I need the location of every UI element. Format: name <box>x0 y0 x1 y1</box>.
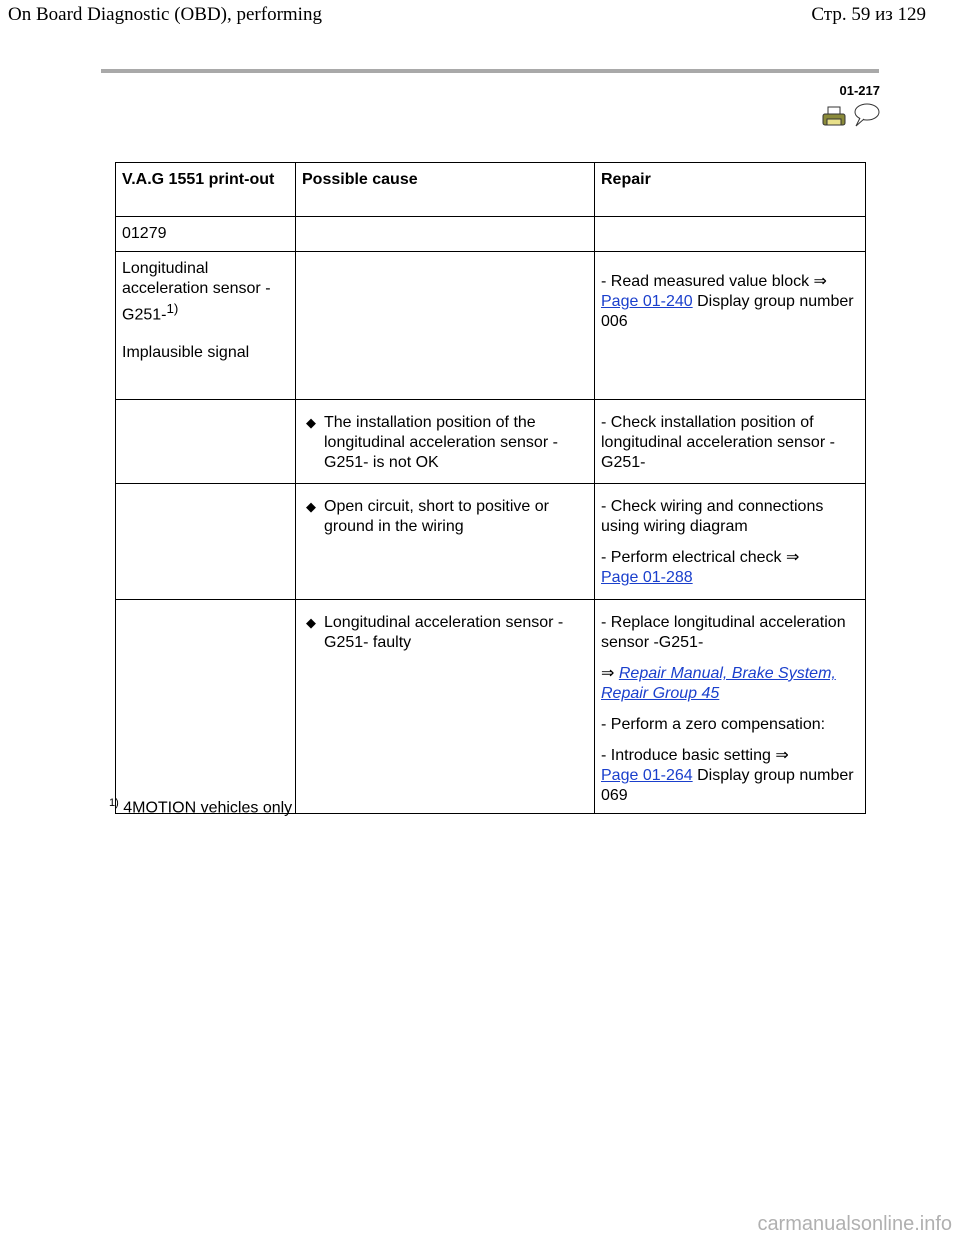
table-row <box>116 252 866 400</box>
fault-note: Implausible signal <box>122 344 250 362</box>
diamond-bullet-icon: ◆ <box>306 415 316 430</box>
table-header-row <box>116 163 866 217</box>
cause-cell: ◆ Open circuit, short to positive or ground in the wiring <box>296 484 595 600</box>
page-number: 01-217 <box>839 83 880 98</box>
footnote-ref: 1) <box>166 301 179 316</box>
fault-description <box>116 252 296 400</box>
footnote: $^{1)}$ 4MOTION vehicles only <box>109 797 293 817</box>
repair-cell: - Check installation position of longitudinal acceleration sensor -G251- <box>595 400 866 484</box>
page-link[interactable]: Page 01-264 <box>601 767 693 784</box>
watermark: carmanualsonline.info <box>757 1213 952 1235</box>
page-link[interactable]: Page 01-240 <box>601 293 693 310</box>
diamond-bullet-icon: ◆ <box>306 499 316 514</box>
table-row <box>116 600 866 814</box>
table-row <box>116 484 866 600</box>
page-counter: Стр. 59 из 129 <box>811 4 926 25</box>
diagnostic-table <box>115 162 866 814</box>
column-header-repair: Repair <box>595 163 866 217</box>
repair-manual-link[interactable]: Repair Manual, Brake System, Repair Group 45 <box>601 665 836 702</box>
cause-cell: ◆ Longitudinal acceleration sensor -G251- faulty <box>296 600 595 814</box>
column-header-cause: Possible cause <box>296 163 595 217</box>
repair-cell: - Replace longitudinal acceleration sensor -G251- ⇒ Repair Manual, Brake System, Repair Group 45 - Perform a zero compensation: - Introduce basic setting ⇒ Page 01-264 Display group number 069 <box>595 600 866 814</box>
printer-icon[interactable] <box>822 106 846 133</box>
document-title: On Board Diagnostic (OBD), performing <box>8 4 322 25</box>
diamond-bullet-icon: ◆ <box>306 615 316 630</box>
table-row <box>116 400 866 484</box>
table-row <box>116 217 866 252</box>
column-header-printout: V.A.G 1551 print-out <box>116 163 296 217</box>
cause-cell: ◆ The installation position of the longitudinal acceleration sensor -G251- is not OK <box>296 400 595 484</box>
repair-cell: - Read measured value block ⇒ Page 01-240 Display group number 006 <box>595 252 866 400</box>
repair-cell: - Check wiring and connections using wiring diagram - Perform electrical check ⇒ Page 01-288 <box>595 484 866 600</box>
fault-name: Longitudinal acceleration sensor - G251- <box>122 260 271 324</box>
header-rule <box>101 69 879 73</box>
fault-code: 01279 <box>116 217 296 252</box>
toolbar-icons <box>822 102 880 133</box>
page-link[interactable]: Page 01-288 <box>601 569 693 586</box>
speech-bubble-icon[interactable] <box>852 102 880 133</box>
